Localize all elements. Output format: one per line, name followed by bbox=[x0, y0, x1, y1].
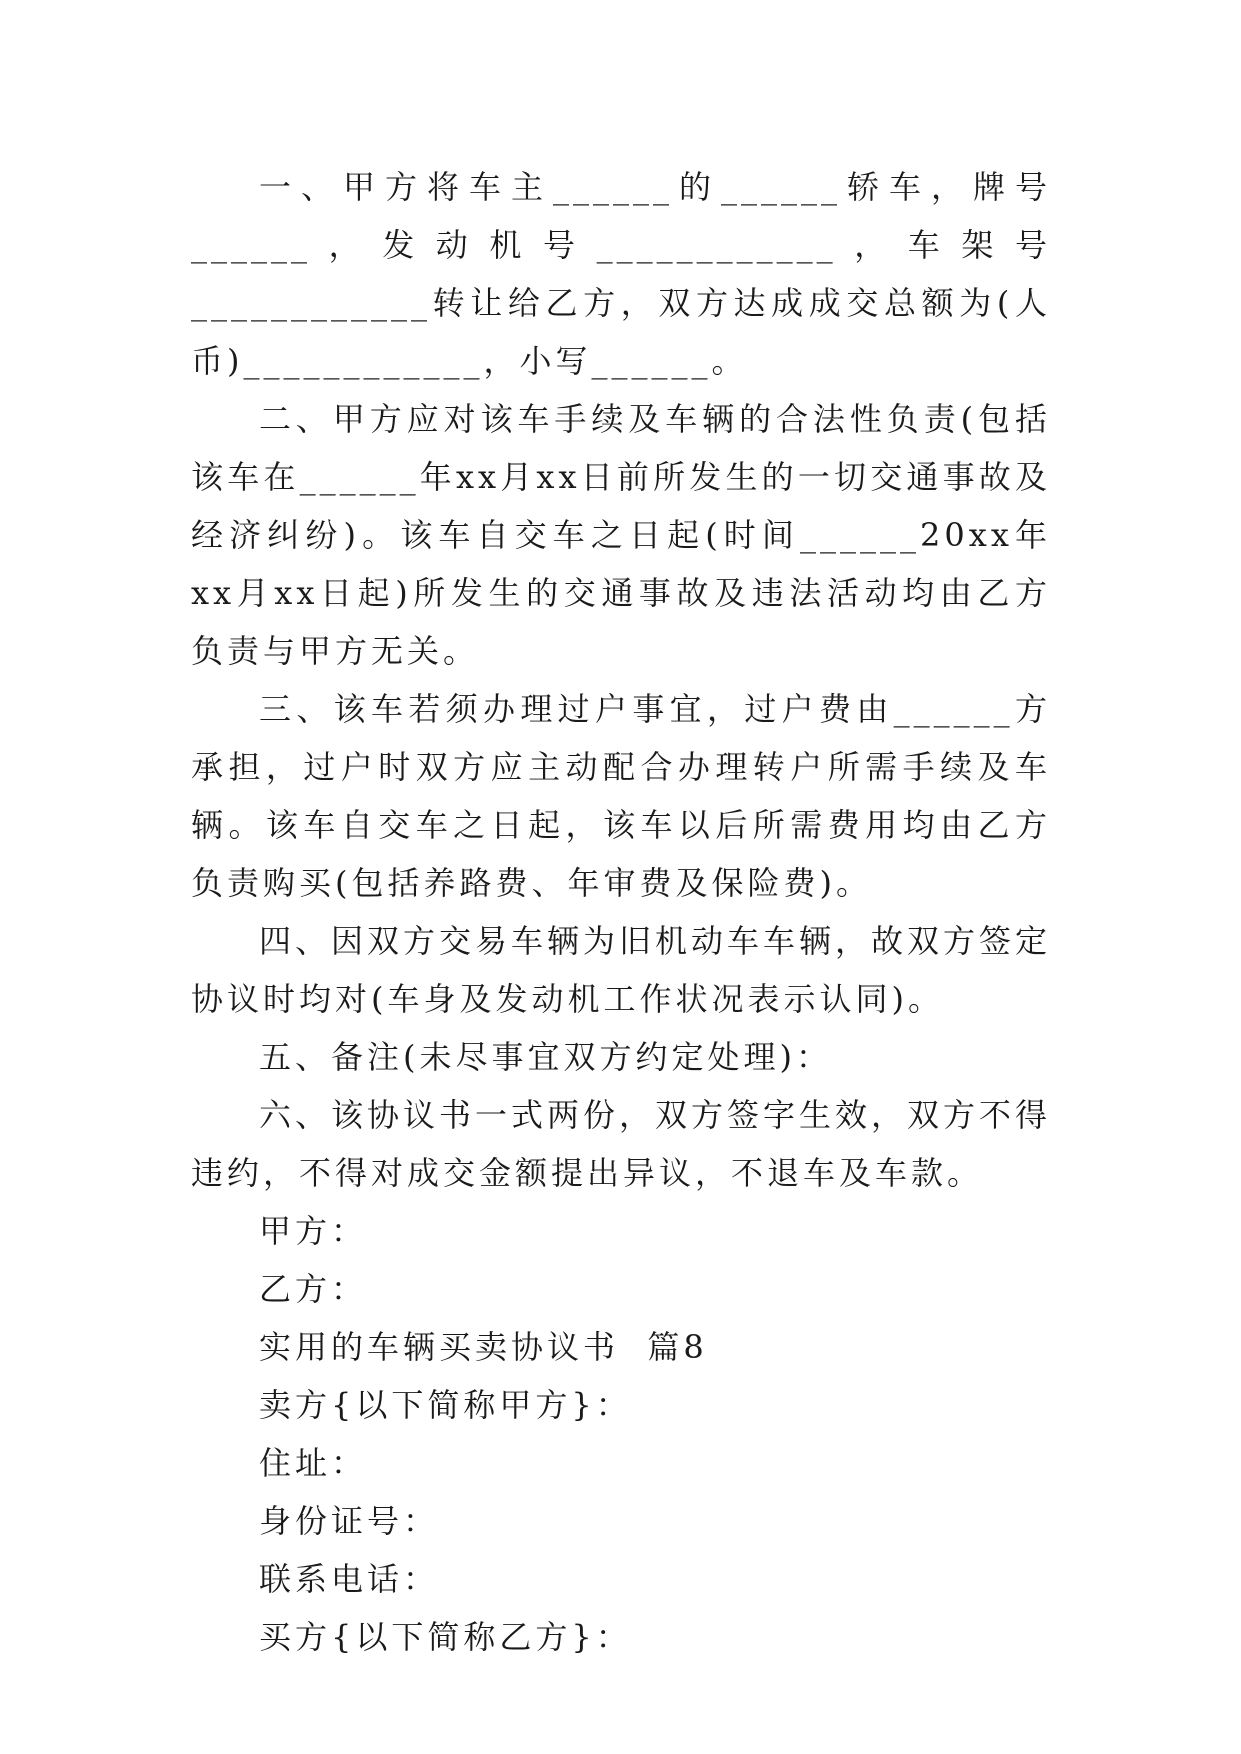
document-page bbox=[191, 158, 1051, 1666]
clause-6: 六、该协议书一式两份，双方签字生效，双方不得违约，不得对成交金额提出异议，不退车及车款。 bbox=[191, 1096, 1052, 1192]
id-number-field: 身份证号： bbox=[259, 1502, 440, 1540]
buyer-field: 买方{以下简称乙方}： bbox=[259, 1618, 632, 1656]
address-field: 住址： bbox=[259, 1444, 368, 1482]
phone-field: 联系电话： bbox=[259, 1560, 440, 1598]
section-title: 实用的车辆买卖协议书 篇8 bbox=[259, 1328, 708, 1366]
clause-4: 四、因双方交易车辆为旧机动车车辆，故双方签定协议时均对(车身及发动机工作状况表示认同)。 bbox=[191, 922, 1052, 1018]
clause-3: 三、该车若须办理过户事宜，过户费由______方承担，过户时双方应主动配合办理转户所需手续及车辆。该车自交车之日起，该车以后所需费用均由乙方负责购买(包括养路费、年审费及保险费)。 bbox=[191, 690, 1051, 902]
party-a-signature: 甲方： bbox=[259, 1212, 368, 1250]
clause-5: 五、备注(未尽事宜双方约定处理)： bbox=[259, 1038, 832, 1076]
clause-2: 二、甲方应对该车手续及车辆的合法性负责(包括该车在______年xx月xx日前所发生的一切交通事故及经济纠纷)。该车自交车之日起(时间______20xx年xx月xx日起)所发生的交通事故及违法活动均由乙方负责与甲方无关。 bbox=[191, 400, 1051, 670]
party-b-signature: 乙方： bbox=[259, 1270, 368, 1308]
clause-1: 一、甲方将车主______的______轿车，牌号______，发动机号____________，车架号____________转让给乙方，双方达成成交总额为(人币)____________，小写______。 bbox=[191, 168, 1051, 380]
seller-field: 卖方{以下简称甲方}： bbox=[259, 1386, 632, 1424]
